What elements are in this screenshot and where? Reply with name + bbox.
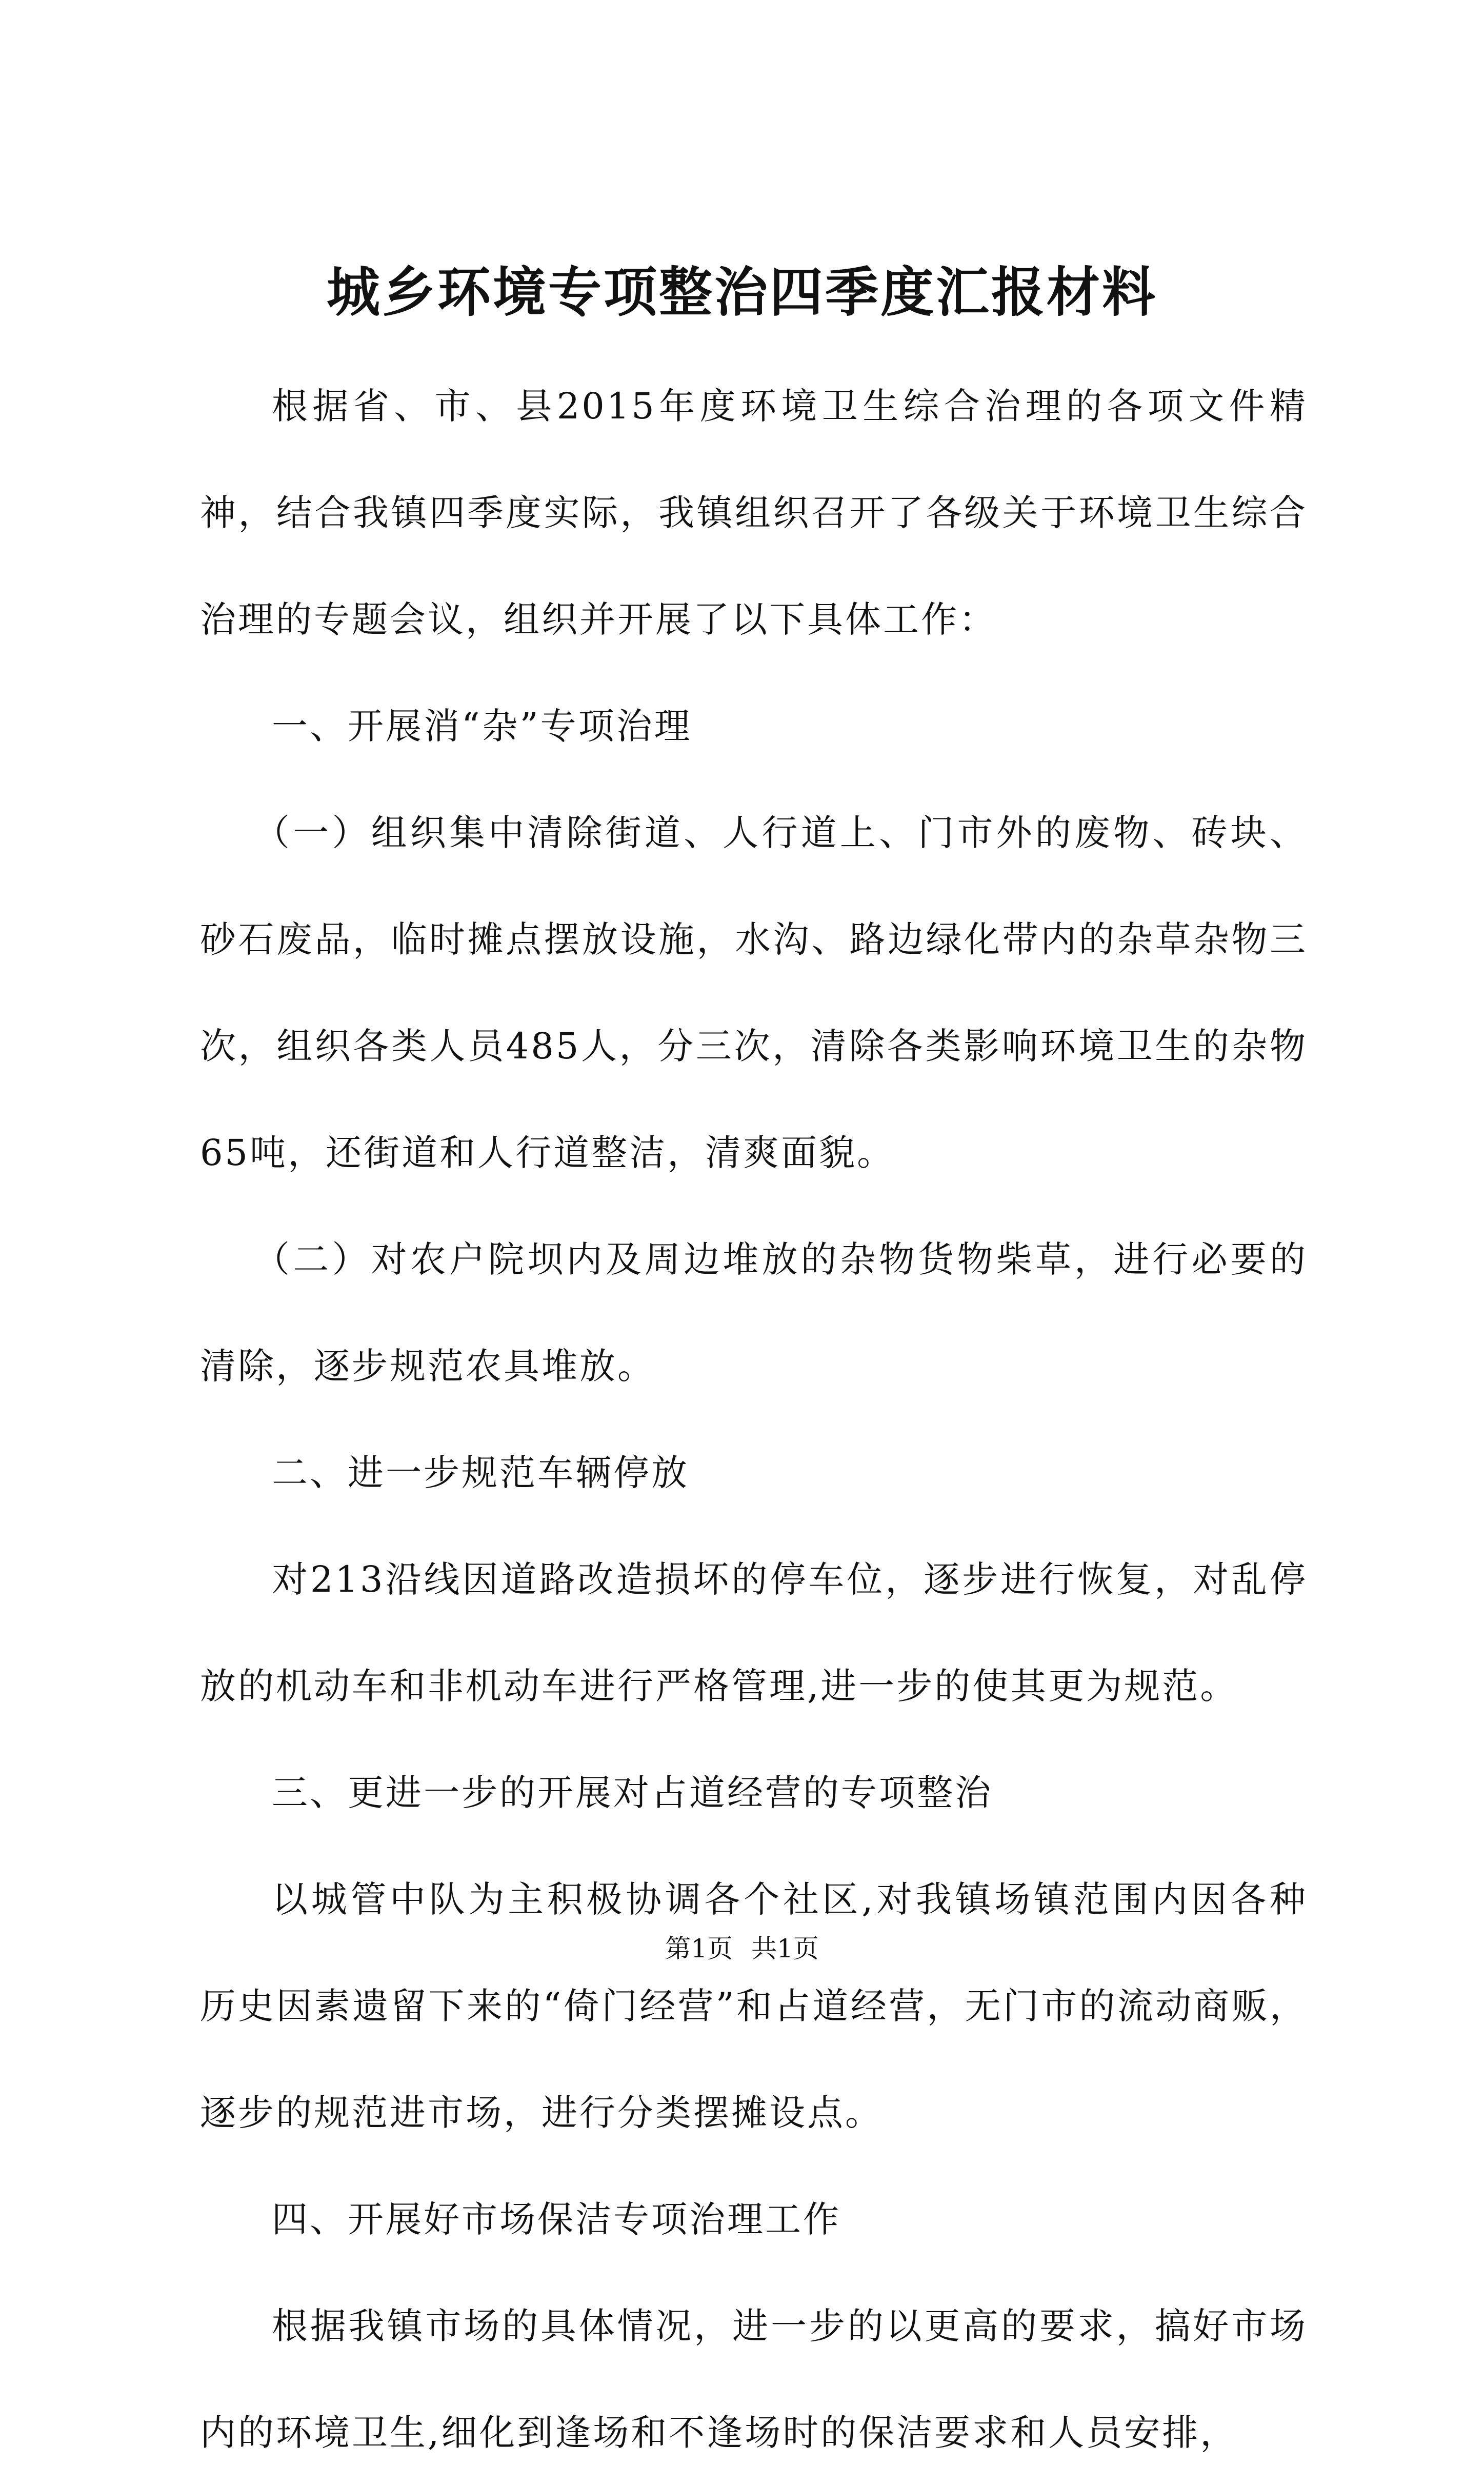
paragraph-section-4: 根据我镇市场的具体情况，进一步的以更高的要求，搞好市场内的环境卫生,细化到逢场和不逢场时的保洁要求和人员安排， <box>200 2305 1308 2454</box>
section-heading-4: 四、开展好市场保洁专项治理工作 <box>272 2198 841 2240</box>
section-heading-2: 二、进一步规范车辆停放 <box>272 1452 689 1494</box>
page-footer <box>0 1931 1484 1967</box>
paragraph-item-1-1: （一）组织集中清除街道、人行道上、门市外的废物、砖块、砂石废品，临时摊点摆放设施，水沟、路边绿化带内的杂草杂物三次，组织各类人员485人，分三次，清除各类影响环境卫生的杂物65吨，还街道和人行道整洁，清爽面貌。 <box>200 812 1308 1174</box>
section-heading-1: 一、开展消“杂”专项治理 <box>272 705 692 747</box>
paragraph-item-1-2: （二）对农户院坝内及周边堆放的杂物货物柴草，进行必要的清除，逐步规范农具堆放。 <box>200 1238 1308 1387</box>
paragraph-section-2: 对213沿线因道路改造损坏的停车位，逐步进行恢复，对乱停放的机动车和非机动车进行严格管理,进一步的使其更为规范。 <box>200 1558 1308 1707</box>
page-number-total: 共1页 <box>751 1934 819 1963</box>
document-body <box>200 353 1308 2486</box>
page-number-current: 第1页 <box>665 1934 733 1963</box>
section-heading-3: 三、更进一步的开展对占道经营的专项整治 <box>272 1772 993 1814</box>
paragraph-intro: 根据省、市、县2015年度环境卫生综合治理的各项文件精神，结合我镇四季度实际，我镇组织召开了各级关于环境卫生综合治理的专题会议，组织并开展了以下具体工作： <box>200 385 1308 640</box>
document-title: 城乡环境专项整治四季度汇报材料 <box>326 260 1157 324</box>
paragraph-section-3: 以城管中队为主积极协调各个社区,对我镇场镇范围内因各种历史因素遗留下来的“倚门经营”和占道经营，无门市的流动商贩，逐步的规范进市场，进行分类摆摊设点。 <box>200 1878 1308 2134</box>
